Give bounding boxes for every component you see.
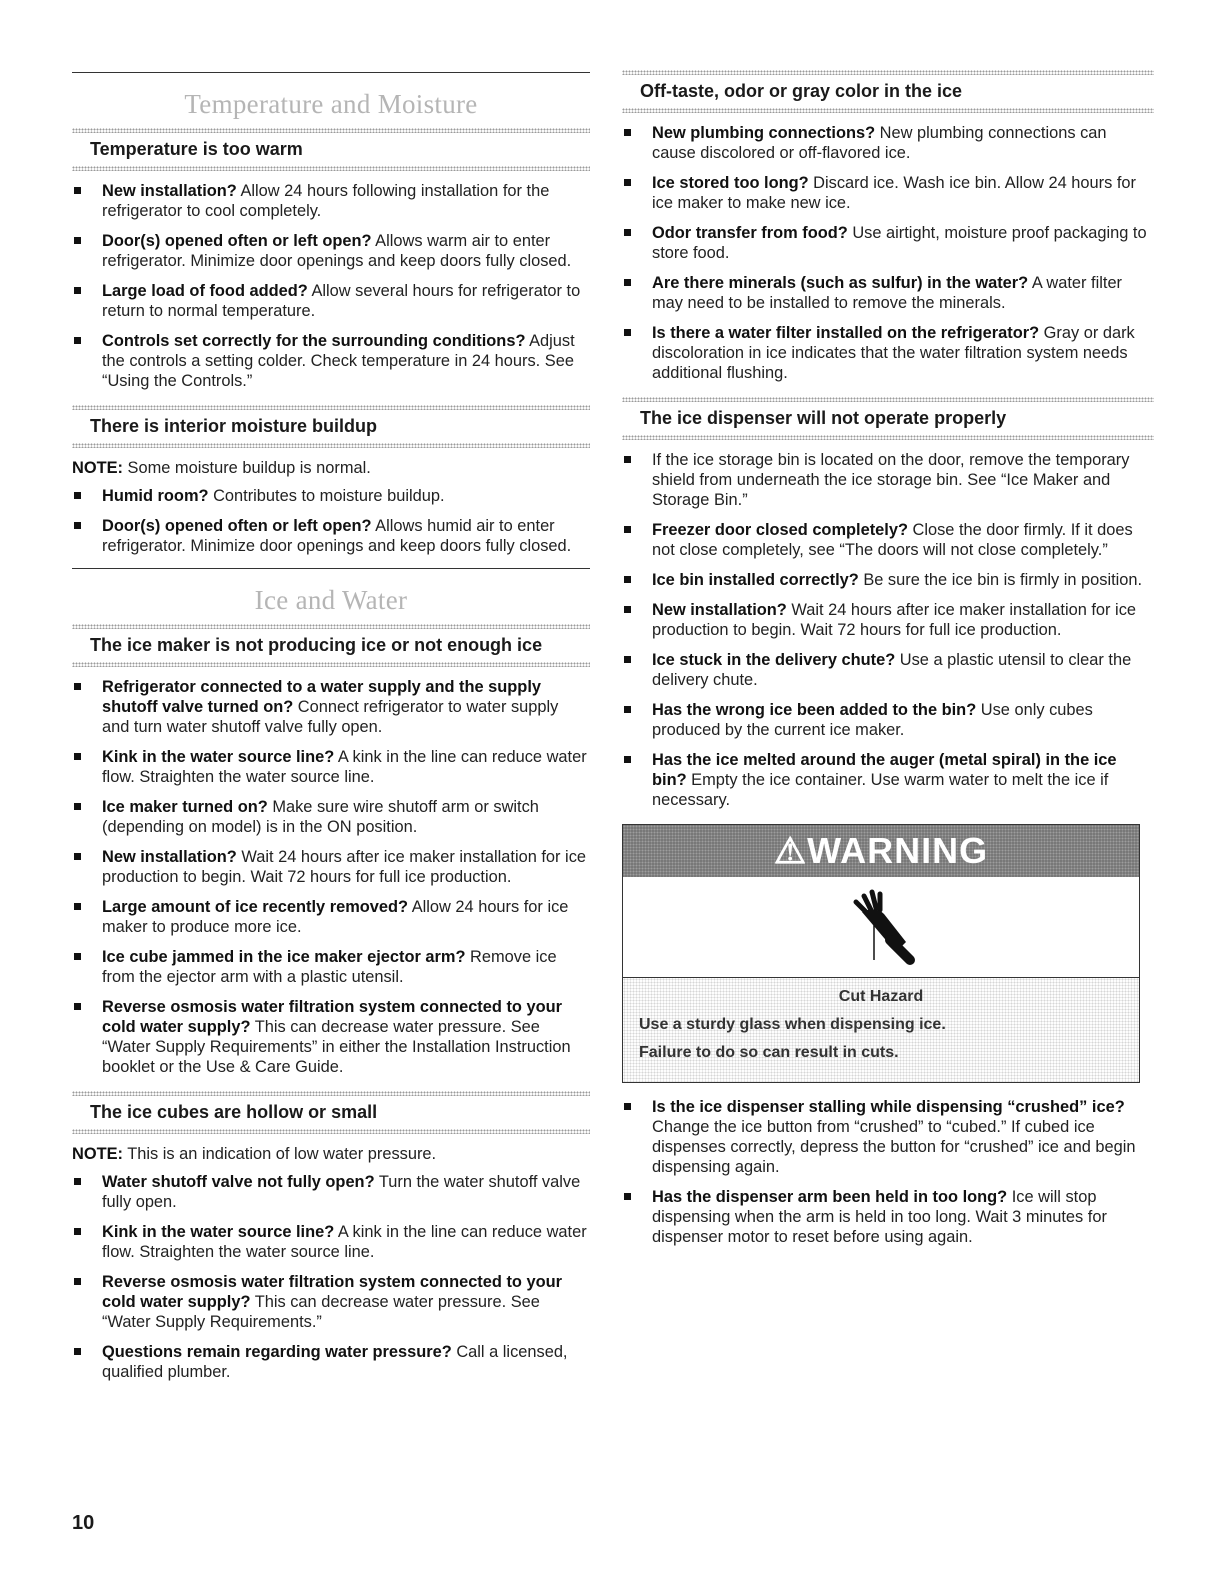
section-rule <box>72 72 590 73</box>
list-item: Are there minerals (such as sulfur) in the water? A water filter may need to be installed to remove the minerals. <box>622 273 1154 313</box>
list-item: Kink in the water source line? A kink in the line can reduce water flow. Straighten the water source line. <box>72 747 590 787</box>
list-item: Kink in the water source line? A kink in the line can reduce water flow. Straighten the water source line. <box>72 1222 590 1262</box>
subhead-title: Off-taste, odor or gray color in the ice <box>640 81 963 101</box>
list-item: Ice stored too long? Discard ice. Wash ice bin. Allow 24 hours for ice maker to make new ice. <box>622 173 1154 213</box>
list-item: New plumbing connections? New plumbing connections can cause discolored or off-flavored ice. <box>622 123 1154 163</box>
section-title-ice-water: Ice and Water <box>254 585 408 615</box>
list-not-producing <box>72 677 590 1077</box>
list-item: Door(s) opened often or left open? Allows humid air to enter refrigerator. Minimize door openings and keep doors fully closed. <box>72 516 590 556</box>
list-hollow <box>72 1172 590 1382</box>
subhead-title: Temperature is too warm <box>90 139 303 159</box>
list-item: Water shutoff valve not fully open? Turn the water shutoff valve fully open. <box>72 1172 590 1212</box>
subhead-title: There is interior moisture buildup <box>90 416 378 436</box>
list-item: Is the ice dispenser stalling while dispensing “crushed” ice? Change the ice button from “crushed” to “cubed.” If cubed ice dispenses correctly, depress the button for “crushed” ice and begin dispensing again. <box>622 1097 1154 1177</box>
list-item: New installation? Wait 24 hours after ice maker installation for ice production to begin. Wait 72 hours for full ice production. <box>622 600 1154 640</box>
warning-pictogram <box>623 877 1139 978</box>
note-moisture: NOTE: Some moisture buildup is normal. <box>72 459 371 477</box>
list-item: New installation? Allow 24 hours following installation for the refrigerator to cool completely. <box>72 181 590 221</box>
list-item: If the ice storage bin is located on the door, remove the temporary shield from underneath the ice storage bin. See “Ice Maker and Storage Bin.” <box>622 450 1154 510</box>
subhead-moisture <box>72 405 590 448</box>
list-too-warm <box>72 181 590 391</box>
list-item: Controls set correctly for the surrounding conditions? Adjust the controls a setting colder. Check temperature in 24 hours. See “Using the Controls.” <box>72 331 590 391</box>
subhead-title: The ice dispenser will not operate properly <box>640 408 1007 428</box>
warning-box <box>622 824 1140 1083</box>
list-item: Humid room? Contributes to moisture buildup. <box>72 486 590 506</box>
list-item: Refrigerator connected to a water supply and the supply shutoff valve turned on? Connect refrigerator to water supply and turn water shutoff valve fully open. <box>72 677 590 737</box>
subhead-title: The ice maker is not producing ice or not enough ice <box>90 635 543 655</box>
warning-text-area <box>623 978 1139 1082</box>
list-item: New installation? Wait 24 hours after ice maker installation for ice production to begin. Wait 72 hours for full ice production. <box>72 847 590 887</box>
list-item: Reverse osmosis water filtration system connected to your cold water supply? This can decrease water pressure. See “Water Supply Requirements” in either the Installation Instruction booklet or the Use & Care Guide. <box>72 997 590 1077</box>
subhead-off-taste <box>622 70 1154 113</box>
note-hollow: NOTE: This is an indication of low water pressure. <box>72 1145 437 1163</box>
list-item: Large load of food added? Allow several hours for refrigerator to return to normal temperature. <box>72 281 590 321</box>
right-column <box>622 70 1154 1257</box>
list-item: Ice bin installed correctly? Be sure the ice bin is firmly in position. <box>622 570 1154 590</box>
list-item: Ice stuck in the delivery chute? Use a plastic utensil to clear the delivery chute. <box>622 650 1154 690</box>
section-title-temperature: Temperature and Moisture <box>184 89 478 119</box>
subhead-too-warm <box>72 128 590 171</box>
list-item: Has the ice melted around the auger (metal spiral) in the ice bin? Empty the ice container. Use warm water to melt the ice if necessary. <box>622 750 1154 810</box>
warning-hazard: Cut Hazard <box>838 988 924 1005</box>
subhead-title: The ice cubes are hollow or small <box>90 1102 378 1122</box>
page-number: 10 <box>72 1512 95 1534</box>
warning-header <box>623 825 1139 877</box>
list-item: Is there a water filter installed on the refrigerator? Gray or dark discoloration in ice indicates that the water filtration system needs additional flushing. <box>622 323 1154 383</box>
list-item: Ice maker turned on? Make sure wire shutoff arm or switch (depending on model) is in the ON position. <box>72 797 590 837</box>
list-moisture <box>72 486 590 556</box>
warning-line: Use a sturdy glass when dispensing ice. <box>639 1016 946 1033</box>
list-item: Reverse osmosis water filtration system connected to your cold water supply? This can decrease water pressure. See “Water Supply Requirements.” <box>72 1272 590 1332</box>
list-item: Large amount of ice recently removed? Allow 24 hours for ice maker to produce more ice. <box>72 897 590 937</box>
list-dispenser-more <box>622 1097 1154 1247</box>
cut-hazard-icon <box>836 882 926 972</box>
section-rule <box>72 568 590 569</box>
subhead-not-producing <box>72 624 590 667</box>
list-item: Ice cube jammed in the ice maker ejector arm? Remove ice from the ejector arm with a plastic utensil. <box>72 947 590 987</box>
list-item: Has the wrong ice been added to the bin? Use only cubes produced by the current ice maker. <box>622 700 1154 740</box>
list-dispenser <box>622 450 1154 810</box>
list-item: Odor transfer from food? Use airtight, moisture proof packaging to store food. <box>622 223 1154 263</box>
list-off-taste <box>622 123 1154 383</box>
warning-line: Failure to do so can result in cuts. <box>639 1044 899 1061</box>
list-item: Has the dispenser arm been held in too long? Ice will stop dispensing when the arm is held in too long. Wait 3 minutes for dispenser motor to reset before using again. <box>622 1187 1154 1247</box>
list-item: Door(s) opened often or left open? Allows warm air to enter refrigerator. Minimize door openings and keep doors fully closed. <box>72 231 590 271</box>
list-item: Questions remain regarding water pressure? Call a licensed, qualified plumber. <box>72 1342 590 1382</box>
subhead-dispenser <box>622 397 1154 440</box>
left-column <box>72 60 590 1392</box>
subhead-hollow <box>72 1091 590 1134</box>
list-item: Freezer door closed completely? Close the door firmly. If it does not close completely, see “The doors will not close completely.” <box>622 520 1154 560</box>
warning-title: ⚠WARNING <box>773 830 989 871</box>
